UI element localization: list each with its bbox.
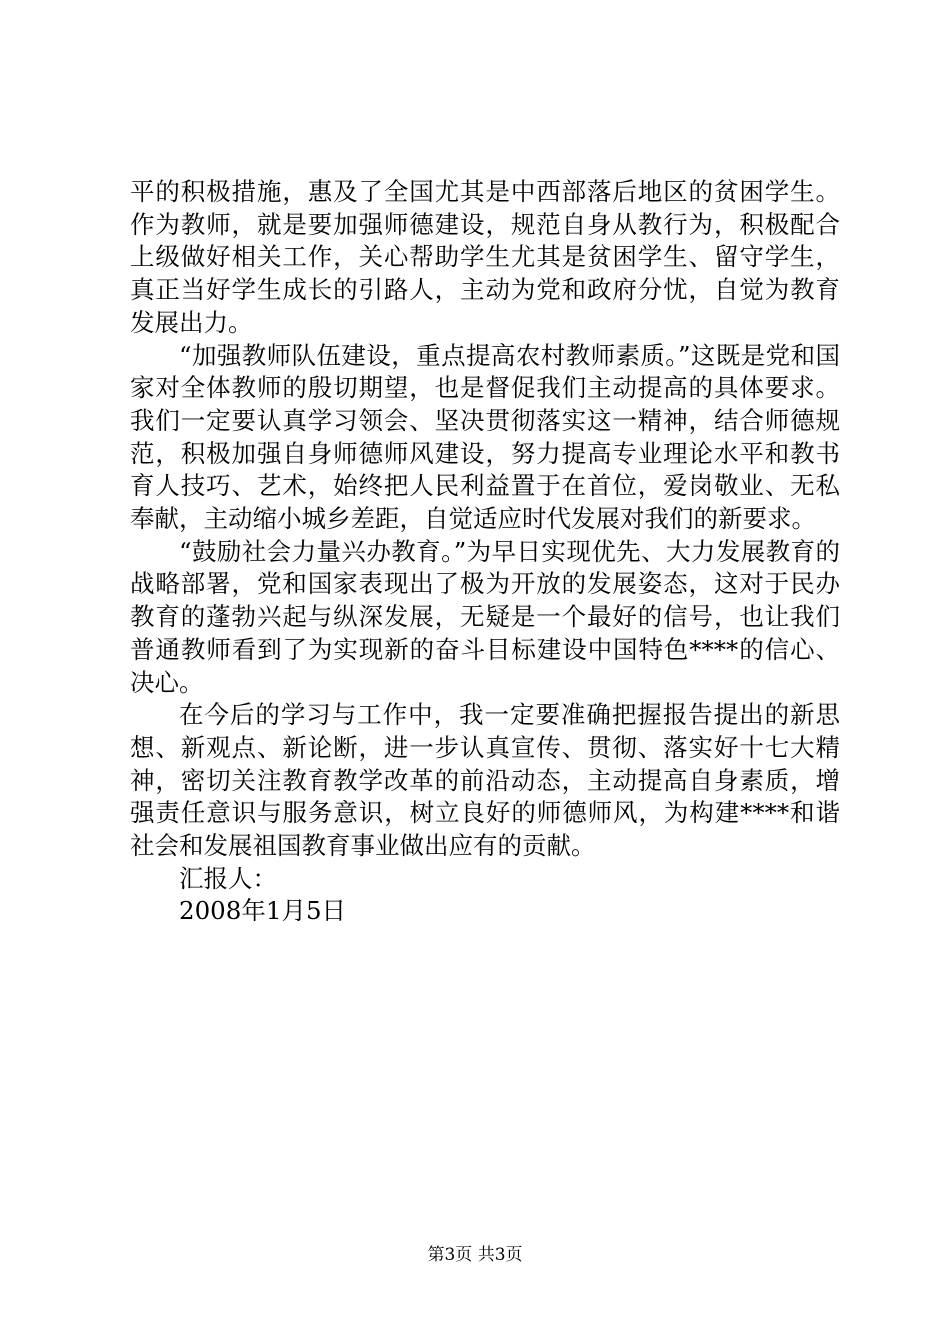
paragraph-social-education: “鼓励社会力量兴办教育。”为早日实现优先、大力发展教育的战略部署，党和国家表现出了极为开放的发展姿态，这对于民办教育的蓬勃兴起与纵深发展，无疑是一个最好的信号，也让我们普通教师看到了为实现新的奋斗目标建设中国特色****的信心、决心。 (130, 536, 840, 697)
date-line: 2008年1月5日 (179, 896, 347, 926)
paragraph-teacher-team: “加强教师队伍建设，重点提高农村教师素质。”这既是党和国家对全体教师的殷切期望，也是督促我们主动提高的具体要求。我们一定要认真学习领会、坚决贯彻落实这一精神，结合师德规范，积极加强自身师德师风建设，努力提高专业理论水平和教书育人技巧、艺术，始终把人民利益置于在首位，爱岗敬业、无私奉献，主动缩小城乡差距，自觉适应时代发展对我们的新要求。 (130, 340, 840, 534)
paragraph-future-work: 在今后的学习与工作中，我一定要准确把握报告提出的新思想、新观点、新论断，进一步认真宣传、贯彻、落实好十七大精神，密切关注教育教学改革的前沿动态，主动提高自身素质，增强责任意识与服务意识，树立良好的师德师风，为构建****和谐社会和发展祖国教育事业做出应有的贡献。 (130, 700, 840, 861)
signature-line: 汇报人： (179, 863, 277, 893)
document-body (130, 176, 840, 928)
page-footer: 第3页 共3页 (427, 1245, 523, 1265)
paragraph-continued: 平的积极措施，惠及了全国尤其是中西部落后地区的贫困学生。作为教师，就是要加强师德建设，规范自身从教行为，积极配合上级做好相关工作，关心帮助学生尤其是贫困学生、留守学生，真正当好学生成长的引路人，主动为党和政府分忧，自觉为教育发展出力。 (130, 177, 840, 337)
